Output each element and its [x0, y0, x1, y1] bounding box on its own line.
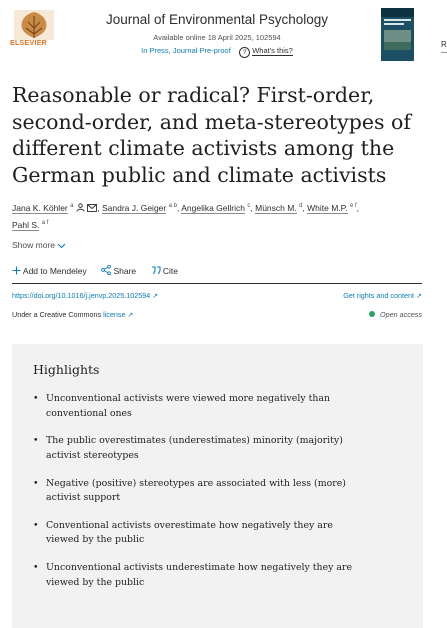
email-icon[interactable] — [87, 202, 97, 216]
open-access-badge — [300, 310, 422, 319]
author-link[interactable]: Pahl S. — [12, 219, 40, 230]
author-affiliation[interactable]: e f — [349, 203, 357, 209]
share-label: Share — [113, 266, 137, 276]
cite-label: Cite — [162, 266, 179, 276]
cite-button[interactable] — [151, 266, 179, 276]
rights-text: Get rights and content — [343, 291, 414, 300]
article-status-link[interactable]: In Press, Journal Pre-proof — [141, 46, 231, 55]
license-prefix: Under a Creative Commons — [12, 310, 102, 319]
help-icon[interactable]: ? — [239, 47, 250, 58]
person-icon[interactable] — [76, 202, 85, 216]
author-link[interactable]: White M.P. — [307, 202, 348, 213]
doi-text: https://doi.org/10.1016/j.jenvp.2025.102594 — [12, 291, 151, 300]
highlights-heading: Highlights — [33, 362, 100, 377]
author-link[interactable]: Jana K. Köhler — [12, 202, 68, 213]
open-access-label: Open access — [380, 310, 422, 319]
license-link[interactable]: license ↗ — [103, 310, 134, 319]
journal-cover-image[interactable] — [381, 8, 414, 61]
highlight-item: • Conventional activists overestimate how negatively they are viewed by the public — [33, 519, 363, 548]
author-affiliation[interactable]: a f — [41, 219, 49, 226]
author-affiliation[interactable]: a — [70, 203, 74, 209]
author-link[interactable]: Sandra J. Geiger — [101, 202, 167, 213]
author-affiliation[interactable]: a b — [168, 203, 177, 209]
right-panel-edge-text: R — [441, 40, 447, 49]
share-icon — [101, 265, 111, 277]
highlights-list — [33, 392, 363, 603]
highlight-item: • Negative (positive) stereotypes are associated with less (more) activist support — [33, 477, 363, 506]
share-button[interactable] — [101, 266, 138, 276]
actions-divider — [12, 283, 422, 284]
license-link-text: license — [103, 310, 126, 319]
rights-and-content-link[interactable] — [280, 291, 422, 300]
article-actions-bar — [12, 265, 422, 277]
author-link[interactable]: Münsch M. — [255, 202, 297, 213]
external-link-icon: ↗ — [152, 291, 159, 300]
highlight-item: • Unconventional activists underestimate how negatively they are viewed by the public — [33, 561, 363, 590]
license-note — [12, 310, 134, 319]
availability-date: Available online 18 April 2025, 102594 — [153, 33, 281, 42]
author-affiliation[interactable]: d — [299, 203, 303, 209]
add-to-mendeley-label: Add to Mendeley — [22, 266, 87, 276]
add-to-mendeley-button[interactable] — [12, 266, 89, 276]
doi-link[interactable] — [12, 291, 158, 300]
author-link[interactable]: Angelika Gellrich — [181, 202, 245, 213]
chevron-down-icon — [57, 241, 66, 251]
author-list: Jana K. Köhler $^a$ , Sandra J. Geiger $^{a b}$, Angelika Gellrich $^c$, Münsch M. $^d$, White M.P. $^{e f}$, Pahl S. $^{a f}$ — [12, 202, 360, 230]
author-affiliation[interactable]: c — [247, 203, 251, 209]
right-panel-edge-line — [441, 52, 447, 53]
article-status-row — [62, 46, 372, 58]
article-title: Reasonable or radical? First-order, second-order, and meta-stereotypes of different climate activists among the German public and climate activists — [12, 83, 411, 187]
highlight-item: • Unconventional activists were viewed more negatively than conventional ones — [33, 392, 363, 421]
show-more-label: Show more — [12, 240, 55, 250]
highlight-item: • The public overestimates (underestimates) minority (majority) activist stereotypes — [33, 434, 363, 463]
journal-title[interactable]: Journal of Environmental Psychology — [105, 12, 329, 27]
open-access-dot-icon — [369, 311, 375, 317]
external-link-icon: ↗ — [415, 291, 422, 300]
plus-icon — [12, 266, 21, 277]
publisher-name: ELSEVIER — [10, 40, 48, 47]
show-more-button[interactable] — [12, 240, 66, 251]
quote-icon — [151, 266, 161, 277]
whats-this-link[interactable]: What's this? — [252, 46, 293, 55]
